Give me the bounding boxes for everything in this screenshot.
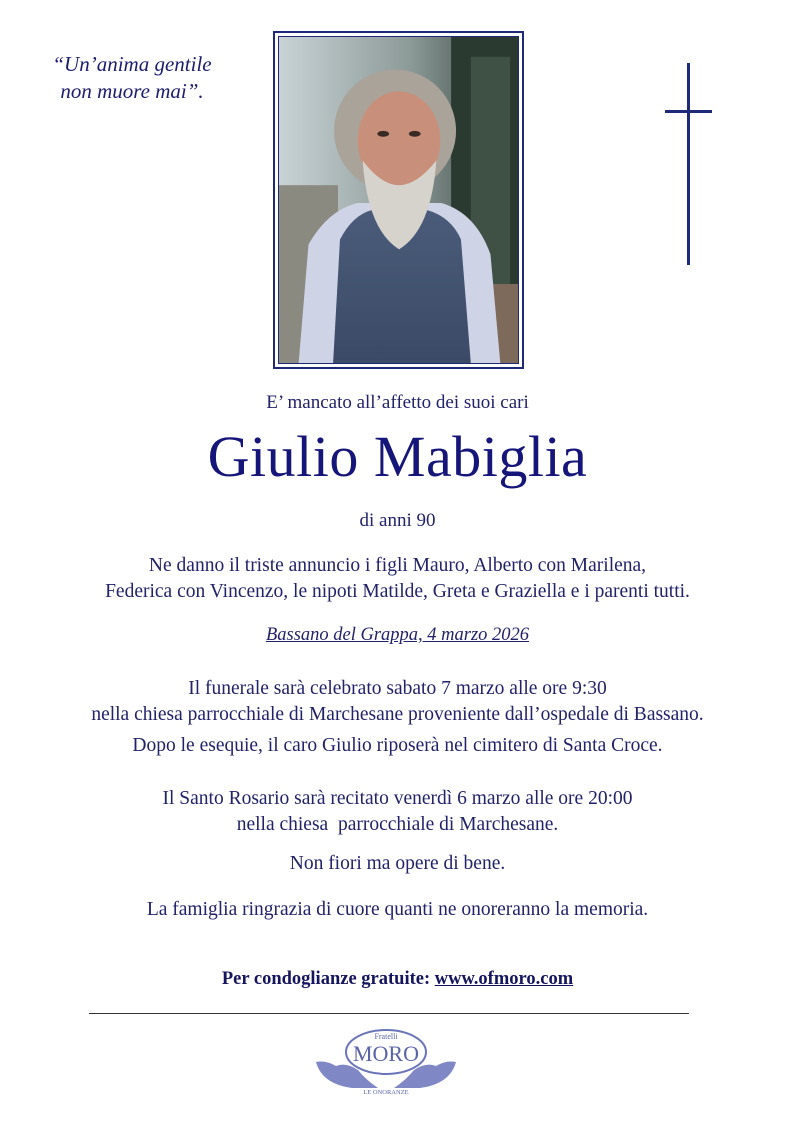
epigraph-quote <box>12 51 252 105</box>
intro-text: E’ mancato all’affetto dei suoi cari <box>266 392 529 413</box>
condolences-link[interactable]: www.ofmoro.com <box>434 969 574 989</box>
portrait-photo <box>278 36 519 364</box>
funeral-line-1: Il funerale sarà celebrato sabato 7 marzo alle ore 9:30 <box>188 678 607 699</box>
place-date <box>0 625 795 646</box>
rosary-line-2: nella chiesa parrocchiale di Marchesane. <box>236 814 559 835</box>
cross-icon <box>687 63 690 265</box>
rosary-line-1: Il Santo Rosario sarà recitato venerdì 6 marzo alle ore 20:00 <box>162 788 633 809</box>
cross-icon-bar <box>665 110 712 113</box>
portrait-frame <box>273 31 524 369</box>
age-text: di anni 90 <box>359 510 436 531</box>
quote-line-2: non muore mai”. <box>60 79 204 103</box>
condolences <box>0 969 795 990</box>
quote-line-1: “Un’anima gentile <box>52 52 212 76</box>
announcement-line-1: Ne danno il triste annuncio i figli Mauro, Alberto con Marilena, <box>148 555 647 576</box>
condolences-label: Per condoglianze gratuite: <box>221 969 431 989</box>
logo-name-text: MORO <box>352 1041 420 1066</box>
burial-info: Dopo le esequie, il caro Giulio riposerà nel cimitero di Santa Croce. <box>132 735 663 756</box>
funeral-home-logo <box>312 1022 460 1100</box>
funeral-info <box>0 676 795 728</box>
thanks-text: La famiglia ringrazia di cuore quanti ne onoreranno la memoria. <box>146 899 649 920</box>
rosary-info <box>0 786 795 838</box>
deceased-name: Giulio Mabiglia <box>207 424 588 489</box>
place-date-text: Bassano del Grappa, 4 marzo 2026 <box>265 625 530 645</box>
logo-bottom-text: LE ONORANZE <box>363 1089 409 1096</box>
announcement <box>0 553 795 605</box>
logo-top-text: Fratelli <box>374 1032 398 1041</box>
announcement-line-2: Federica con Vincenzo, le nipoti Matilde, Greta e Graziella e i parenti tutti. <box>105 581 690 602</box>
no-flowers-text: Non fiori ma opere di bene. <box>289 853 506 874</box>
divider <box>89 1013 689 1014</box>
funeral-line-2: nella chiesa parrocchiale di Marchesane proveniente dall’ospedale di Bassano. <box>91 704 704 725</box>
